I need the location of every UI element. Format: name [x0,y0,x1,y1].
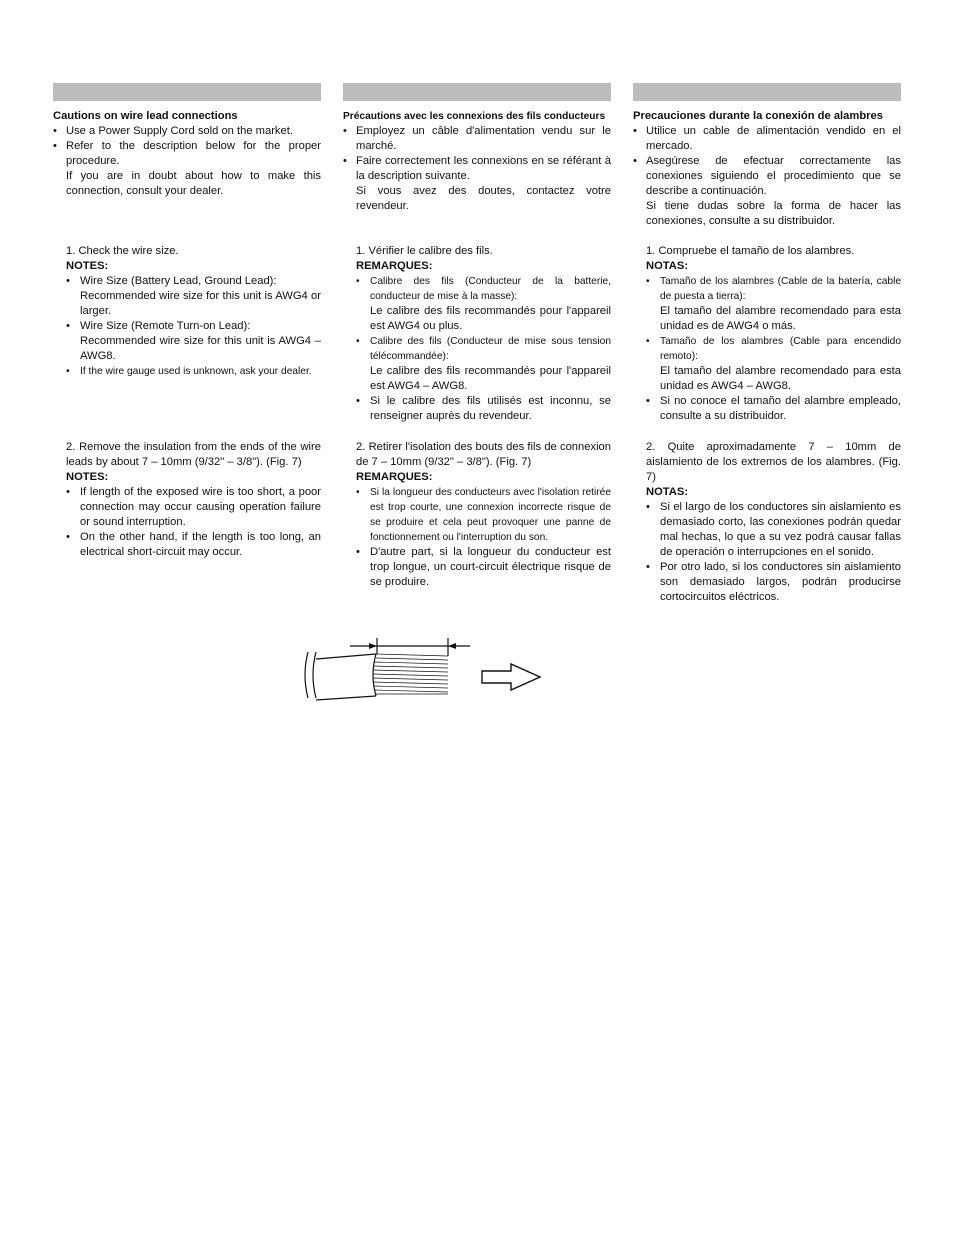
bullet-item: • Asegúrese de efectuar correctamente las conexiones siguiendo el procedimiento que se describe a continuación. [633,155,901,197]
column-english [53,83,321,558]
break-mark [313,652,316,698]
note-item: • Tamaño de los alambres (Cable para encendido remoto): [646,336,901,362]
bullet-item: • Utilice un cable de alimentación vendido en el mercado. [633,125,901,152]
step-2-section [343,440,611,590]
step-1-text: 1. Vérifier le calibre des fils. [356,245,493,257]
note-continuation: Le calibre des fils recommandés pour l'appareil est AWG4 ou plus. [370,305,611,332]
note-item: • Si le calibre des fils utilisés est inconnu, se renseigner auprès du revendeur. [356,395,611,422]
cautions-section [53,109,321,199]
note-item: • Si el largo de los conductores sin aislamiento es demasiado corto, las conexiones podrán quedar mal hechas, lo que a su vez podrá causar fallas de operación o interrupciones en el sonido. [646,501,901,558]
note-item: • If the wire gauge used is unknown, ask your dealer. [66,366,312,377]
notes-heading: NOTAS: [646,486,689,498]
note-item: • Wire Size (Remote Turn-on Lead): [66,320,251,332]
dimension-arrow [369,643,377,649]
note-item: • If length of the exposed wire is too short, a poor connection may occur causing operation failure or sound interruption. [66,486,321,528]
section-heading: Precauciones durante la conexión de alambres [633,110,883,122]
note-item: • Calibre des fils (Conducteur de la batterie, conducteur de mise à la masse): [356,276,611,302]
note-item: • On the other hand, if the length is too long, an electrical short-circuit may occur. [66,531,321,558]
bullet-item: • Employez un câble d'alimentation vendu sur le marché. [343,125,611,152]
step-1-section [633,244,901,424]
note-item: • Si la longueur des conducteurs avec l'isolation retirée est trop courte, une connexion incorrecte risque de se produire et cela peut provoquer une panne de fonctionnement ou l'interruption du son. [356,487,611,543]
step-2-text: 2. Remove the insulation from the ends of the wire leads by about 7 – 10mm (9/32" – 3/8"). (Fig. 7) [66,441,321,468]
note-continuation: Le calibre des fils recommandés pour l'appareil est AWG4 – AWG8. [370,365,611,392]
section-bar [53,83,321,101]
notes-heading: REMARQUES: [356,471,433,483]
note-continuation: El tamaño del alambre recomendado para esta unidad es AWG4 – AWG8. [660,365,901,392]
note-continuation: Recommended wire size for this unit is AWG4 or larger. [80,290,321,317]
step-2-text: 2. Quite aproximadamente 7 – 10mm de aislamiento de los extremos de los alambres. (Fig. 7) [646,441,901,483]
note-item: • Calibre des fils (Conducteur de mise sous tension télécommandée): [356,336,611,362]
section-bar [343,83,611,101]
bullet-continuation: Si tiene dudas sobre la forma de hacer las conexiones, consulte a su distribuidor. [646,200,901,227]
step-1-section [343,244,611,424]
notes-heading: NOTES: [66,471,109,483]
column-french [343,83,611,588]
dimension-arrow [448,643,456,649]
step-1-text: 1. Compruebe el tamaño de los alambres. [646,245,855,257]
step-1-section [53,244,321,379]
note-item: • D'autre part, si la longueur du conducteur est trop longue, un court-circuit électrique risque de se produire. [356,546,611,588]
section-bar [633,83,901,101]
note-item: • Si no conoce el tamaño del alambre empleado, consulte a su distribuidor. [646,395,901,422]
note-item: • Tamaño de los alambres (Cable de la batería, cable de puesta a tierra): [646,276,901,302]
step-2-section [53,440,321,560]
note-continuation: El tamaño del alambre recomendado para esta unidad es de AWG4 o más. [660,305,901,332]
column-spanish [633,83,901,603]
note-continuation: Recommended wire size for this unit is AWG4 – AWG8. [80,335,321,362]
step-2-section [633,440,901,605]
break-mark [305,652,308,698]
cautions-section [343,109,611,214]
cautions-section [633,109,901,229]
step-2-text: 2. Retirer l'isolation des bouts des fils de connexion de 7 – 10mm (9/32" – 3/8"). (Fig. 7) [356,441,611,468]
note-item: • Por otro lado, si los conductores sin aislamiento son demasiado largos, podrán producirse cortocircuitos eléctricos. [646,561,901,603]
section-heading: Cautions on wire lead connections [53,110,238,122]
right-arrow-icon [482,664,540,690]
note-item: • Wire Size (Battery Lead, Ground Lead): [66,275,277,287]
bullet-item: • Use a Power Supply Cord sold on the market. [53,125,293,137]
step-1-text: 1. Check the wire size. [66,245,179,257]
wire-strip-figure [298,630,548,710]
notes-heading: NOTAS: [646,260,689,272]
bullet-continuation: If you are in doubt about how to make this connection, consult your dealer. [66,170,321,197]
bullet-item: • Refer to the description below for the proper procedure. [53,140,321,167]
notes-heading: REMARQUES: [356,260,433,272]
notes-heading: NOTES: [66,260,109,272]
exposed-strands [373,654,448,694]
bullet-item: • Faire correctement les connexions en se référant à la description suivante. [343,155,611,182]
bullet-continuation: Si vous avez des doutes, contactez votre revendeur. [356,185,611,212]
section-heading: Précautions avec les connexions des fils conducteurs [343,111,606,122]
